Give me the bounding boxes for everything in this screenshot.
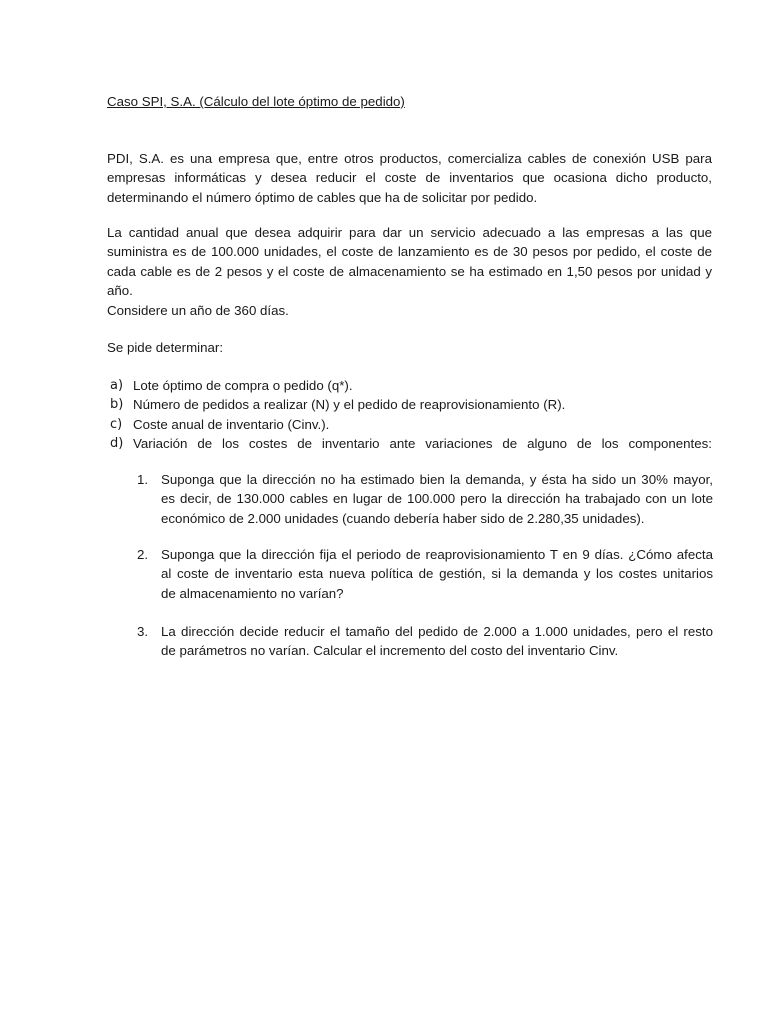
question-list	[107, 376, 712, 454]
data-line: Considere un año de 360 días.	[107, 302, 289, 318]
scenario-line: Suponga que la dirección no ha estimado bien la demanda, y ésta ha sido un 30% mayor,	[161, 472, 713, 487]
intro-line: determinando el número óptimo de cables que ha de solicitar por pedido.	[107, 189, 538, 205]
question-marker: a)	[110, 378, 124, 393]
scenario-line: de parámetros no varían. Calcular el incremento del costo del inventario Cinv.	[161, 643, 619, 659]
request-heading: Se pide determinar:	[107, 340, 224, 355]
intro-line: empresas informáticas y desea reducir el coste de inventarios que ocasiona dicho producto,	[107, 170, 712, 186]
scenario-marker: 3.	[137, 624, 149, 639]
scenario-line: es decir, de 130.000 cables en lugar de 100.000 pero la dirección ha trabajado con un lote	[161, 491, 713, 507]
scenario-line: Suponga que la dirección fija el periodo de reaprovisionamiento T en 9 días. ¿Cómo afecta	[161, 547, 713, 562]
question-text: Variación de los costes de inventario ante variaciones de alguno de los componentes:	[133, 436, 712, 452]
question-text: Número de pedidos a realizar (N) y el pedido de reaprovisionamiento (R).	[133, 397, 566, 413]
question-text: Coste anual de inventario (Cinv.).	[133, 416, 330, 432]
scenario-line: de almacenamiento no varían?	[161, 585, 344, 601]
scenario-line: al coste de inventario esta nueva política de gestión, si la demanda y los costes unitarios	[161, 566, 713, 582]
question-item	[107, 395, 712, 414]
question-marker: b)	[110, 397, 124, 413]
document-title: Caso SPI, S.A. (Cálculo del lote óptimo de pedido)	[107, 94, 405, 109]
intro-line: PDI, S.A. es una empresa que, entre otros productos, comercializa cables de conexión USB para	[107, 151, 712, 166]
scenario-body	[161, 470, 713, 528]
scenario-marker: 1.	[137, 472, 149, 487]
data-line: La cantidad anual que desea adquirir para dar un servicio adecuado a las empresas a las que	[107, 225, 712, 240]
question-marker: c)	[110, 416, 123, 432]
data-line: suministra es de 100.000 unidades, el coste de lanzamiento es de 30 pesos por pedido, el coste de	[107, 244, 712, 260]
scenario-line: económico de 2.000 unidades (cuando debería haber sido de 2.280,35 unidades).	[161, 510, 645, 526]
scenario-body	[161, 622, 713, 661]
question-text: Lote óptimo de compra o pedido (q*).	[133, 378, 353, 393]
scenario-marker: 2.	[137, 547, 149, 562]
data-line: cada cable es de 2 pesos y el coste de almacenamiento se ha estimado en 1,50 pesos por unidad y	[107, 263, 712, 279]
intro-paragraph	[107, 149, 712, 207]
question-item	[107, 376, 712, 395]
question-marker: d)	[110, 436, 124, 452]
question-item	[107, 434, 712, 453]
scenario-line: La dirección decide reducir el tamaño del pedido de 2.000 a 1.000 unidades, pero el resto	[161, 624, 713, 639]
scenario-body	[161, 545, 713, 603]
data-line: año.	[107, 283, 133, 299]
data-paragraph	[107, 223, 712, 320]
question-item	[107, 415, 712, 434]
